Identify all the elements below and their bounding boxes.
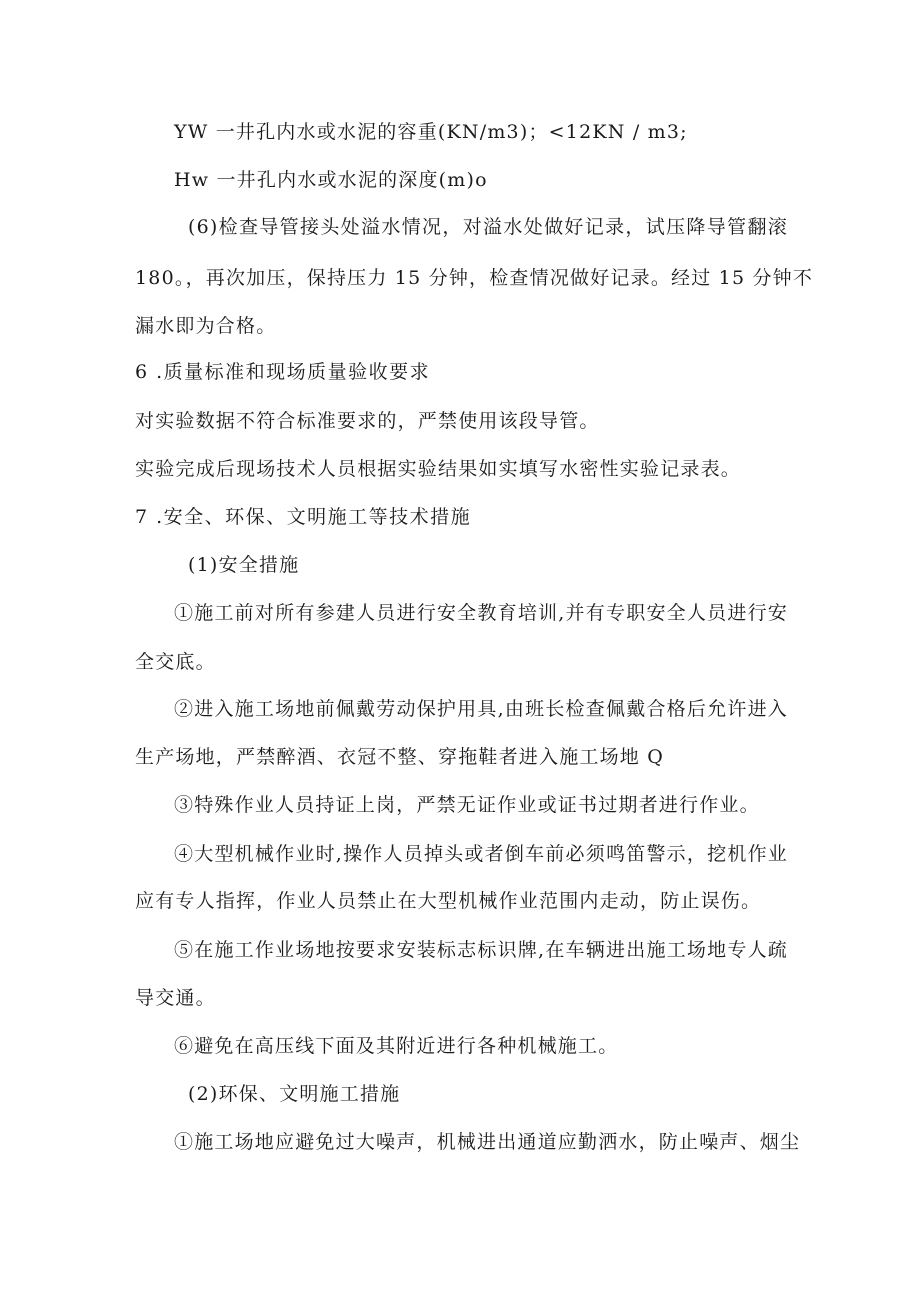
- step6-line2: 180。，再次加压，保持压力 15 分钟，检查情况做好记录。经过 15 分钟不: [135, 267, 814, 289]
- safety-item2-line2: 生产场地，严禁醉酒、衣冠不整、穿拖鞋者进入施工场地 Q: [135, 746, 665, 768]
- safety-item1-line1: ①施工前对所有参建人员进行安全教育培训,并有专职安全人员进行安: [174, 602, 788, 624]
- safety-item5-line2: 导交通。: [135, 987, 216, 1009]
- step6-line1: (6)检查导管接头处溢水情况，对溢水处做好记录，试压降导管翻滚: [188, 216, 788, 238]
- safety-item4-line1: ④大型机械作业时,操作人员掉头或者倒车前必须鸣笛警示，挖机作业: [174, 843, 788, 865]
- formula-definition-yw: YW 一井孔内水或水泥的容重(KN/m3)；<12KN / m3;: [174, 121, 688, 143]
- env-item1-line1: ①施工场地应避免过大噪声，机械进出通道应勤洒水，防止噪声、烟尘: [174, 1131, 801, 1153]
- safety-item6: ⑥避免在高压线下面及其附近进行各种机械施工。: [174, 1035, 619, 1057]
- section6-para2: 实验完成后现场技术人员根据实验结果如实填写水密性实验记录表。: [135, 458, 742, 480]
- safety-item2-line1: ②进入施工场地前佩戴劳动保护用具,由班长检查佩戴合格后允许进入: [174, 698, 788, 720]
- safety-item5-line1: ⑤在施工作业场地按要求安装标志标识牌,在车辆进出施工场地专人疏: [174, 939, 788, 961]
- formula-definition-hw: Hw 一井孔内水或水泥的深度(m)o: [174, 169, 488, 191]
- section6-heading: 6 .质量标准和现场质量验收要求: [135, 361, 431, 383]
- safety-item3: ③特殊作业人员持证上岗，严禁无证作业或证书过期者进行作业。: [174, 794, 760, 816]
- step6-line3: 漏水即为合格。: [135, 315, 277, 337]
- section6-para1: 对实验数据不符合标准要求的，严禁使用该段导管。: [135, 410, 600, 432]
- safety-item1-line2: 全交底。: [135, 651, 216, 673]
- safety-item4-line2: 应有专人指挥，作业人员禁止在大型机械作业范围内走动，防止误伤。: [135, 890, 762, 912]
- section7-sub2-heading: (2)环保、文明施工措施: [188, 1083, 401, 1105]
- section7-sub1-heading: (1)安全措施: [188, 554, 300, 576]
- section7-heading: 7 .安全、环保、文明施工等技术措施: [135, 506, 472, 528]
